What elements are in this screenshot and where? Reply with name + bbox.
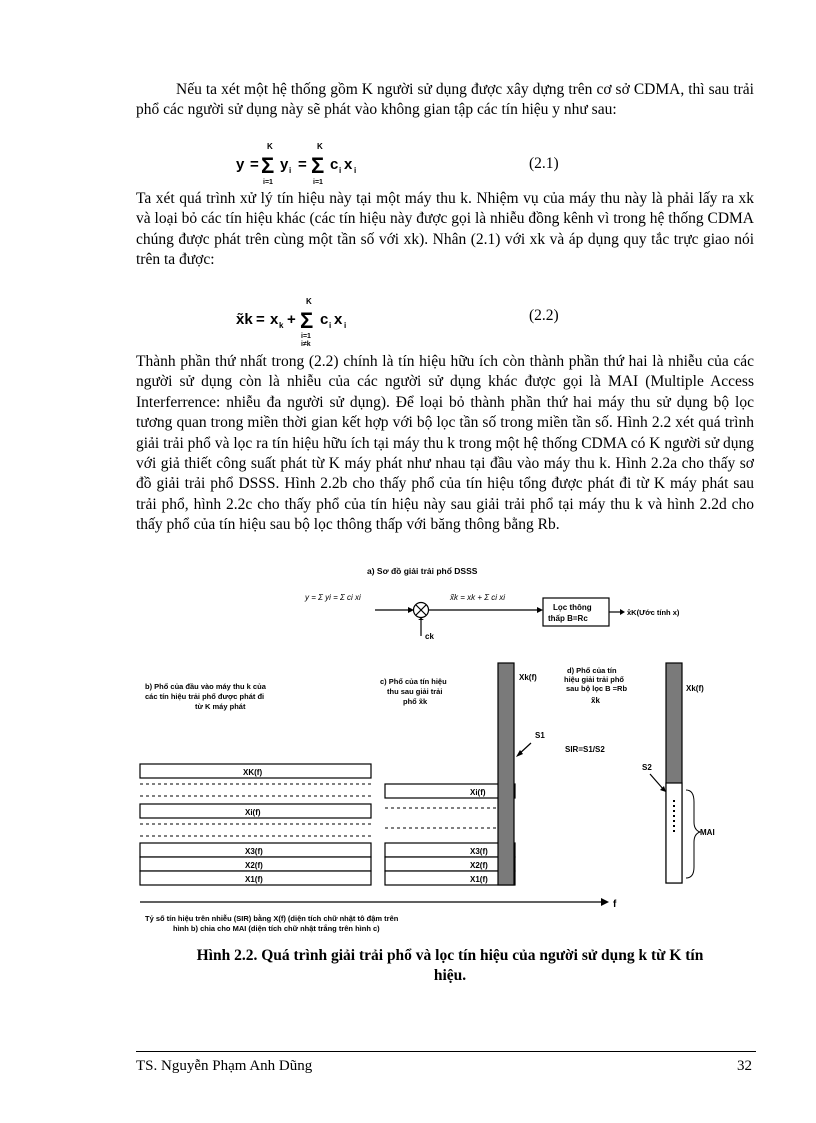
svg-text:x: x xyxy=(334,311,343,328)
svg-text:i: i xyxy=(339,166,342,175)
fig-a-eq-y: y = Σ yi = Σ ci xi xyxy=(305,593,361,602)
eq2-number: (2.2) xyxy=(529,307,559,324)
eq1-lhs: y xyxy=(236,156,245,173)
svg-text:i=1: i=1 xyxy=(313,179,323,186)
svg-text:X1(f): X1(f) xyxy=(245,875,263,884)
fig-d-label-2: hiệu giải trải phổ xyxy=(564,675,625,684)
svg-text:X3(f): X3(f) xyxy=(470,847,488,856)
svg-text:X1(f): X1(f) xyxy=(470,875,488,884)
svg-text:K: K xyxy=(267,142,273,151)
svg-text:Lọc thông: Lọc thông xyxy=(553,603,592,612)
svg-text:c: c xyxy=(330,156,339,173)
svg-text:=: = xyxy=(250,156,259,173)
fig-sir: SIR=S1/S2 xyxy=(565,745,605,754)
fig-a-ck: ck xyxy=(425,632,434,641)
footer-author: TS. Nguyễn Phạm Anh Dũng xyxy=(136,1058,313,1074)
svg-text:X3(f): X3(f) xyxy=(245,847,263,856)
eq2-lhs: x̃k xyxy=(236,311,253,328)
svg-text:i: i xyxy=(329,321,332,330)
eq1-number: (2.1) xyxy=(529,155,559,172)
svg-text:Σ: Σ xyxy=(261,153,275,178)
figure-2-2 xyxy=(135,562,680,947)
fig-c-label-2: thu sau giải trải xyxy=(387,687,443,696)
svg-text:i≠k: i≠k xyxy=(301,341,311,348)
svg-text:=: = xyxy=(298,156,307,173)
svg-text:K: K xyxy=(317,142,323,151)
svg-text:thấp B=Rc: thấp B=Rc xyxy=(548,614,588,623)
fig-b-label-3: từ K máy phát xyxy=(195,702,246,711)
fig-d-label-4: x̃k xyxy=(591,696,600,705)
svg-text:i: i xyxy=(354,166,357,175)
paragraph-2: Ta xét quá trình xử lý tín hiệu này tại một máy thu k. Nhiệm vụ của máy thu này là phải lấy ra xk và loại bỏ các tín hiệu khác (các tín hiệu này được gọi là nhiễu đồng kênh vì trong hệ thống CDMA chúng được phát trên cùng một tần số với xk). Nhân (2.1) với xk và áp dụng quy tắc trực giao nói trên ta được: xyxy=(136,190,754,269)
fig-d-label-3: sau bộ lọc B =Rb xyxy=(566,684,628,693)
svg-text:x: x xyxy=(344,156,353,173)
fig-a-eq-xk: x̃k = xk + Σ ci xi xyxy=(450,593,506,602)
fig-c-s1: S1 xyxy=(535,731,545,740)
fig-b-label-1: b) Phổ của đầu vào máy thu k của xyxy=(145,682,266,691)
page-number: 32 xyxy=(737,1058,752,1074)
svg-text:X2(f): X2(f) xyxy=(245,861,263,870)
fig-a-estimate: x̂K(Ước tính x) xyxy=(627,608,680,617)
svg-text:i: i xyxy=(344,321,347,330)
svg-text:Xk(f): Xk(f) xyxy=(519,673,537,682)
fig-c-signal-bar xyxy=(498,663,514,885)
fig-note-1: Tỷ số tín hiệu trên nhiễu (SIR) bằng X(f) (diện tích chữ nhật tô đậm trên xyxy=(145,914,399,923)
fig-c-label-3: phổ x̃k xyxy=(403,697,428,706)
svg-text:c: c xyxy=(320,311,329,328)
svg-text:i=1: i=1 xyxy=(301,333,311,340)
fig-note-2: hình b) chia cho MAI (diện tích chữ nhật trắng trên hình c) xyxy=(173,924,380,933)
svg-text:+: + xyxy=(287,311,296,328)
svg-text:Σ: Σ xyxy=(311,153,325,178)
svg-text:i: i xyxy=(289,166,292,175)
fig-d-label-1: d) Phổ của tín xyxy=(567,666,617,675)
svg-text:Xk(f): Xk(f) xyxy=(686,684,704,693)
svg-text:K: K xyxy=(306,297,312,306)
svg-text:x: x xyxy=(270,311,279,328)
intro-paragraph: Nếu ta xét một hệ thống gồm K người sử dụng được xây dựng trên cơ sở CDMA, thì sau trải phổ các người sử dụng này sẽ phát vào không gian tập các tín hiệu y như sau: xyxy=(136,81,754,119)
svg-text:XK(f): XK(f) xyxy=(243,768,263,777)
svg-text:=: = xyxy=(256,311,265,328)
svg-text:Σ: Σ xyxy=(300,308,314,333)
svg-text:Xi(f): Xi(f) xyxy=(470,788,486,797)
figure-caption: Hình 2.2. Quá trình giải trải phổ và lọc tín hiệu của người sử dụng k từ K tín hiệu. xyxy=(196,947,704,984)
fig-a-title: a) Sơ đồ giải trải phổ DSSS xyxy=(367,566,478,576)
svg-text:X2(f): X2(f) xyxy=(470,861,488,870)
fig-d-mai: MAI xyxy=(700,828,715,837)
fig-b-label-2: các tín hiệu trải phổ được phát đi xyxy=(145,692,265,701)
svg-text:y: y xyxy=(280,156,289,173)
svg-text:i=1: i=1 xyxy=(263,179,273,186)
figure-axis-and-note xyxy=(135,894,655,944)
fig-d-s2: S2 xyxy=(642,763,652,772)
svg-text:k: k xyxy=(279,321,284,330)
paragraph-3: Thành phần thứ nhất trong (2.2) chính là tín hiệu hữu ích còn thành phần thứ hai là nhiễu của các người sử dụng còn là nhiễu của các người sử dụng khác được gọi là MAI (Multiple Access Interferrence: nhiễu đa người sử dụng). Để loại bỏ thành phần thứ hai máy thu sử dụng bộ lọc tương quan trong miền thời gian kết hợp với bộ lọc tần số trong miền tần số. Hình 2.2 xét quá trình giải trải phổ và lọc ra tín hiệu hữu ích tại máy thu k trong một hệ thống CDMA có K người sử dụng với giả thiết công suất phát từ K máy phát như nhau tại đầu vào máy thu k. Hình 2.2a cho thấy sơ đồ giải trải phổ DSSS. Hình 2.2b cho thấy phổ của tín hiệu tổng được phát đi từ K máy phát sau trải phổ, hình 2.2c cho thấy phổ của tín hiệu này sau giải trải phổ tại máy thu k và hình 2.2d cho thấy phổ của tín hiệu sau bộ lọc thông thấp với băng thông bằng Rb. xyxy=(136,353,754,534)
fig-c-label-1: c) Phổ của tín hiệu xyxy=(380,677,447,686)
svg-text:Xi(f): Xi(f) xyxy=(245,808,261,817)
f-axis-label: f xyxy=(613,899,617,910)
footer-rule xyxy=(136,1051,756,1052)
fig-d-s2-pointer xyxy=(640,760,680,800)
